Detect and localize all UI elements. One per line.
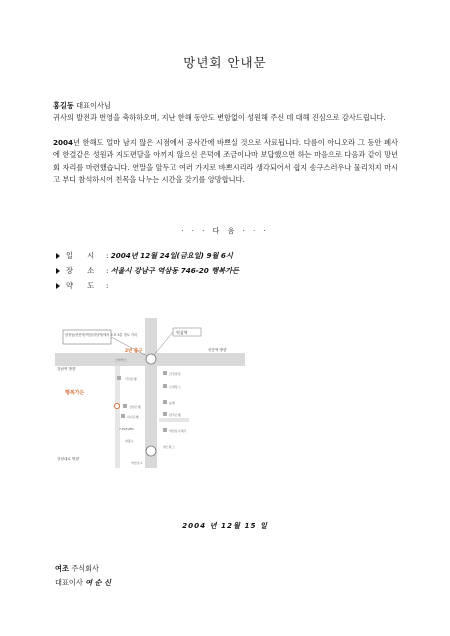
issue-date: 2004 년 12월 15 일 — [182, 521, 268, 530]
greeting — [53, 100, 398, 112]
side-road — [115, 366, 120, 468]
company-name: 주식회사 — [71, 564, 99, 573]
separator: · · · 다 음 · · · — [181, 227, 269, 235]
page-title: 망년회 안내문 — [183, 55, 267, 70]
exit-label: 2번 출구 — [125, 349, 143, 354]
bullet-icon — [56, 268, 60, 274]
info-row-map: 약 도 : — [56, 281, 111, 291]
info-value: 2004년 12월 24일(금요일) 9월 6시 — [110, 251, 233, 260]
bullet-icon — [56, 253, 60, 259]
dir-left-top: 강남역 방향 — [57, 367, 76, 371]
station-label: 역삼역 — [176, 330, 188, 335]
landmark-bank2: 국민은행 — [125, 377, 137, 381]
landmark-bank1: 신한은행 — [129, 405, 141, 409]
landmark-right3: 농협 — [169, 401, 175, 405]
landmark-center: 세브란스 — [163, 445, 175, 449]
intersection-circle — [146, 446, 156, 456]
landmark-right2: 르네상스 — [169, 385, 181, 389]
landmark-police: 파출소 — [125, 439, 134, 443]
ceo-label: 대표이사 — [55, 578, 83, 587]
landmark-right1: 금강빌딩 — [169, 372, 181, 376]
landmark-right4: 한국은행 — [169, 413, 181, 417]
paragraph-2-year: 2004 — [53, 138, 74, 147]
greeting-name: 홍길동 — [53, 101, 74, 110]
landmark-school: 역삼초교 — [131, 461, 143, 465]
map-note: 삼성동/선릉역/역삼/강남역/에서 도보 5분 정도 거리 — [65, 333, 137, 337]
info-label: 일 시 — [66, 251, 101, 260]
paragraph-1: 귀사의 발전과 번영을 축하하오며, 지난 한해 동안도 변함없이 성원해 주신 데 대해 진심으로 감사드립니다. — [53, 113, 386, 122]
location-map — [55, 318, 245, 468]
main-road-vertical — [145, 318, 157, 468]
ceo-name: 여 순 신 — [85, 578, 111, 587]
station-circle — [146, 354, 156, 364]
info-row-time: 일 시 : 2004년 12월 24일(금요일) 9월 6시 — [56, 251, 233, 261]
venue-label: 행복가든 — [65, 390, 85, 396]
bullet-icon — [56, 283, 60, 289]
side-road-2 — [159, 418, 189, 422]
venue-marker-icon — [115, 404, 120, 409]
landmark-bldg1: 하나은행 — [127, 415, 139, 419]
landmark-right5: 역삼동우체국 — [169, 429, 187, 433]
greeting-suffix: 대표이사님 — [73, 101, 111, 110]
info-label: 약 도 — [66, 281, 101, 290]
dir-left-bottom: 강남대로 방향 — [57, 457, 79, 461]
landmark-starbucks: 스타벅스 — [115, 358, 127, 362]
paragraph-2 — [53, 137, 398, 186]
info-row-place: 장 소 : 서울시 강남구 역삼동 746-20 행복가든 — [56, 266, 239, 276]
info-label: 장 소 — [66, 266, 101, 275]
paragraph-2-body: 년 한해도 얼마 남지 않은 시점에서 공사간에 바쁘실 것으로 사료됩니다. 다름이 아니오라 그 동안 폐사에 한결같은 성원과 지도편달을 아끼지 않으신 은덕에 조금이나마 보답했으면 하는 마음으로 다음과 같이 망년회 자리를 마련했습니다. 연말을 앞두고 여러 가지로 바쁘시리라 생각되어서 쉽지 송구스러우나 물리치지 마시고 부디 참석하시어 친목을 나누는 시간을 갖기를 앙망합니다. — [53, 138, 398, 184]
landmark-seven: 7-ELEVEN — [119, 427, 134, 431]
info-value: 서울시 강남구 역삼동 746-20 행복가든 — [110, 266, 239, 275]
dir-right-top: 선릉역 방향 — [208, 348, 227, 352]
ceo-line — [55, 578, 111, 588]
company-line — [55, 564, 99, 574]
company-prefix: 여조 — [55, 564, 69, 573]
